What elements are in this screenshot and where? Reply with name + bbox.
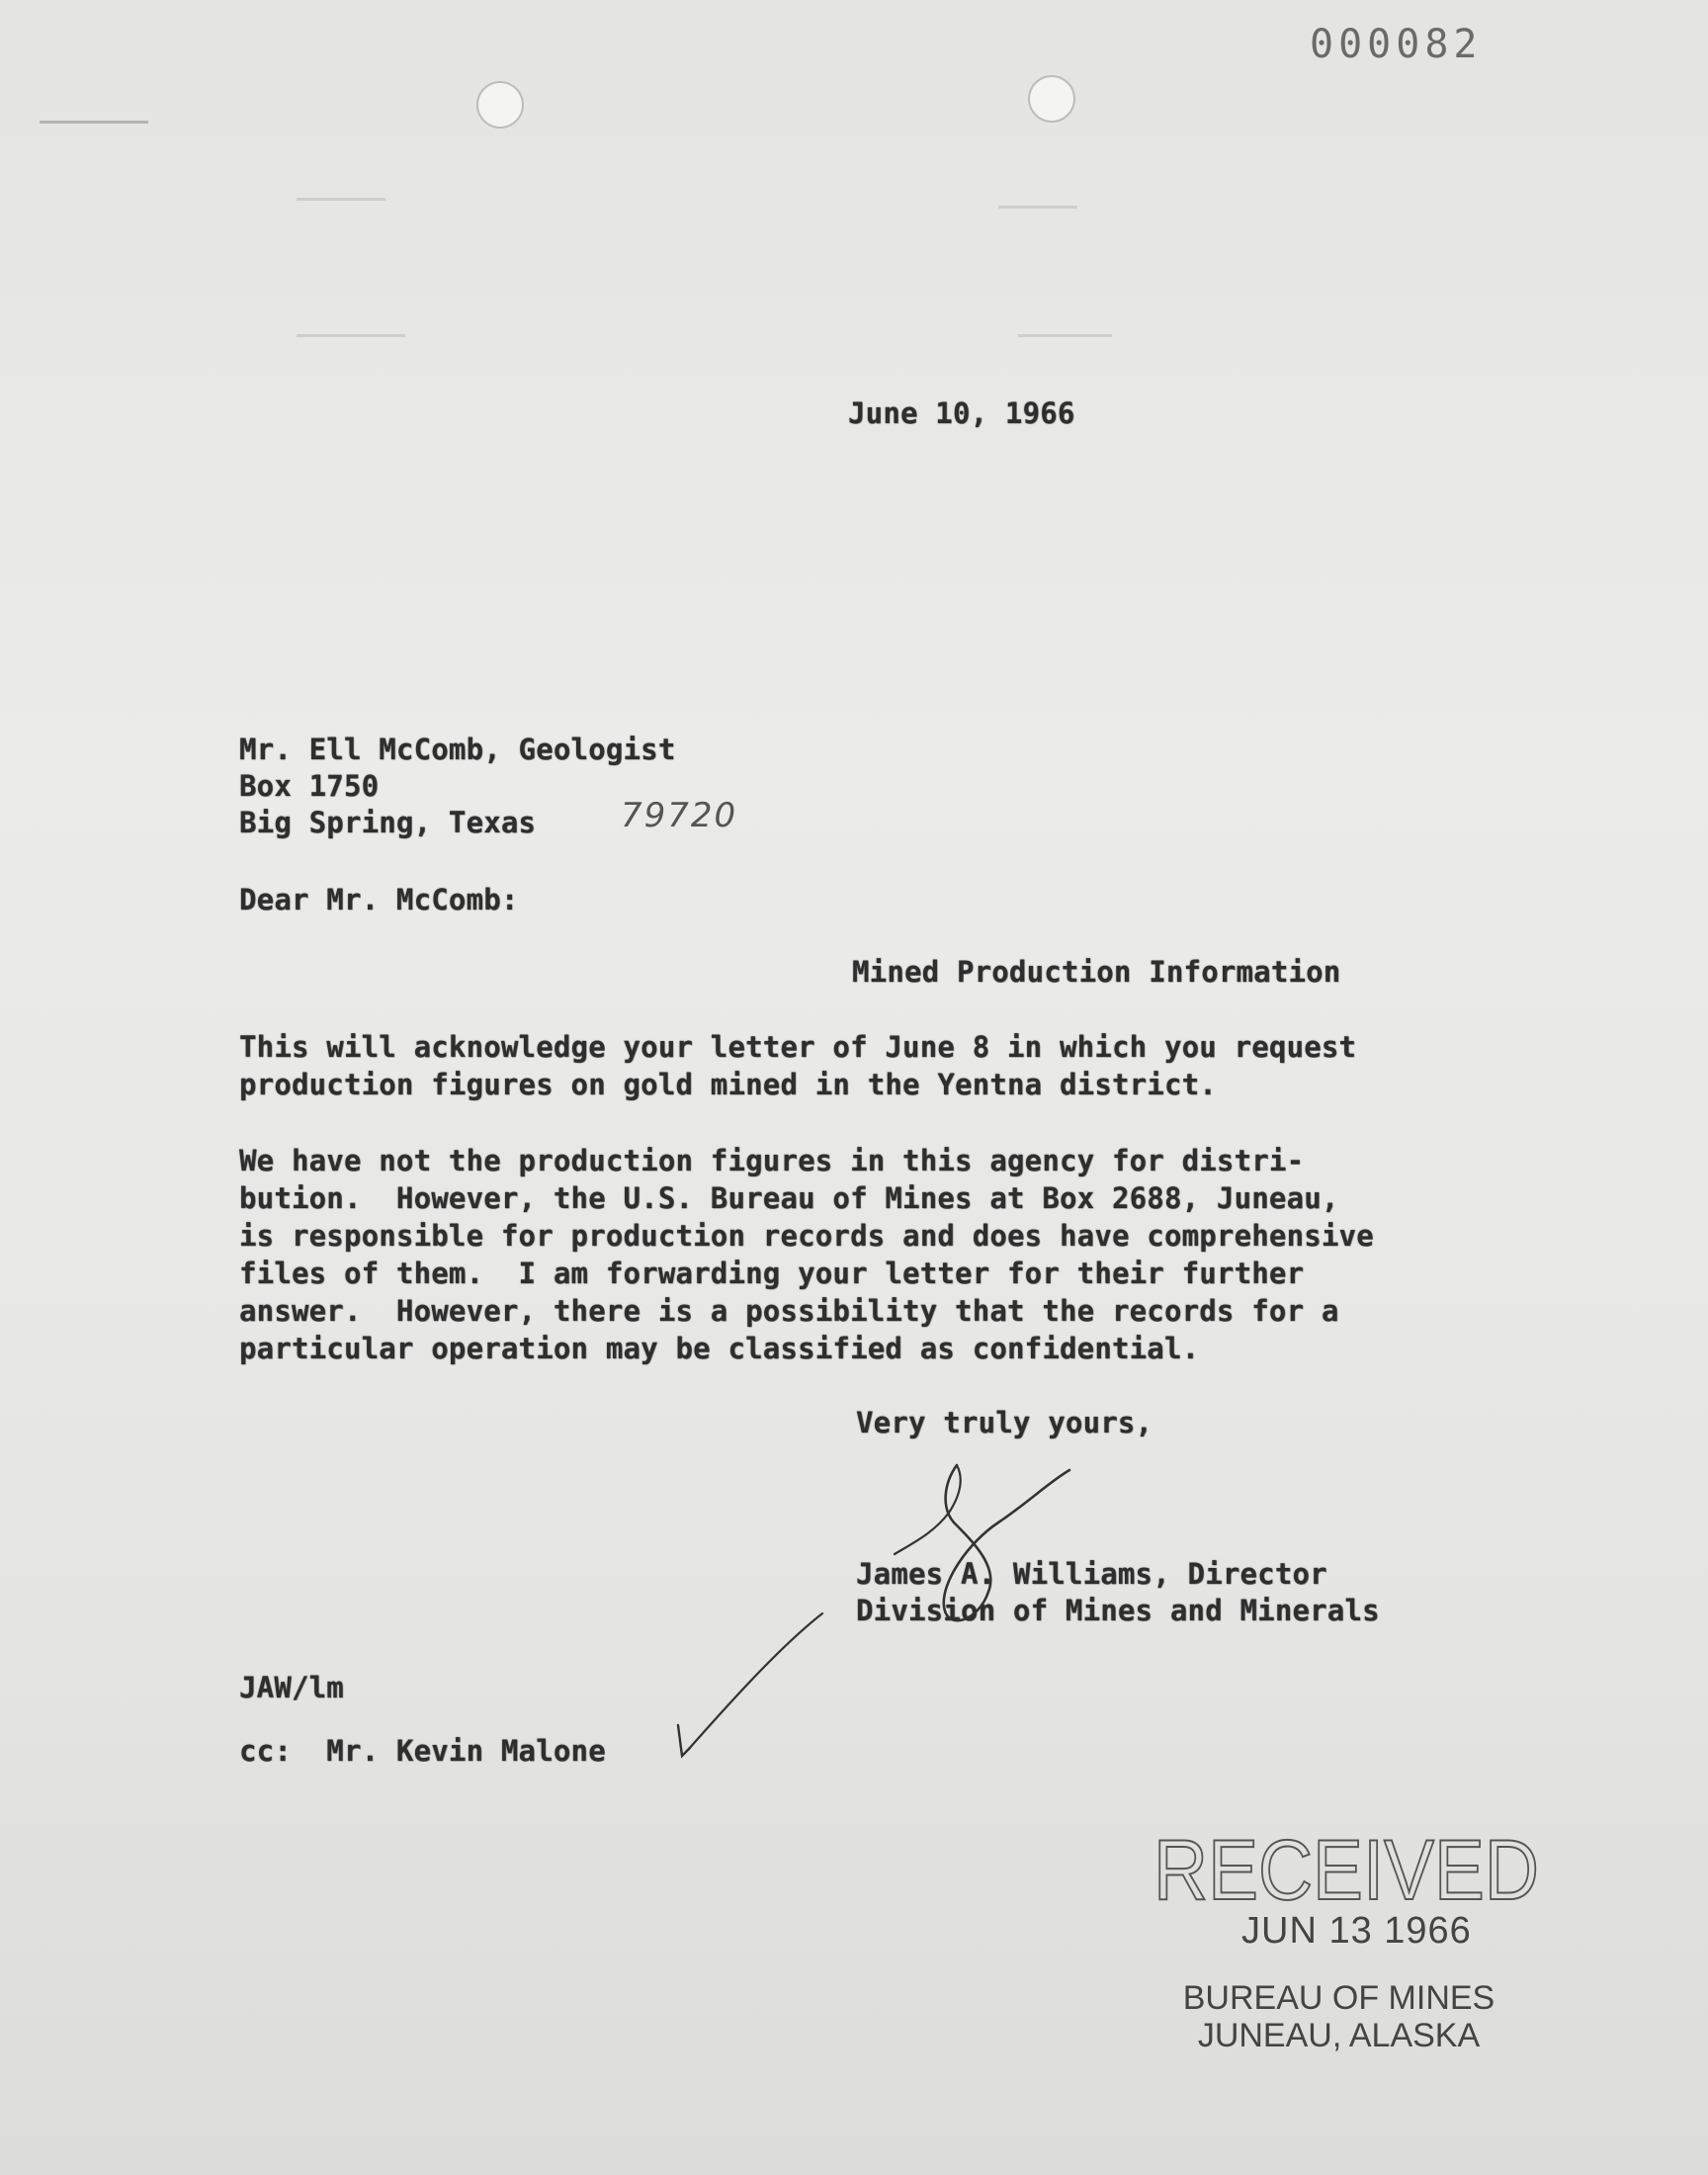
closing: Very truly yours,: [856, 1406, 1153, 1439]
handwritten-zip: 79720: [621, 796, 738, 835]
bleed-mark: [998, 206, 1077, 209]
recipient-line-1: Mr. Ell McComb, Geologist: [239, 733, 676, 766]
punch-hole-left: [476, 81, 524, 129]
bleed-mark: [297, 198, 385, 201]
carbon-copy: cc: Mr. Kevin Malone: [239, 1734, 606, 1768]
subject-line: Mined Production Information: [852, 955, 1341, 989]
letter-date: June 10, 1966: [848, 396, 1075, 430]
paragraph-1-line: production figures on gold mined in the Yentna district.: [239, 1068, 1217, 1101]
paragraph-2-line: bution. However, the U.S. Bureau of Mines at Box 2688, Juneau,: [239, 1181, 1339, 1215]
paragraph-2-line: is responsible for production records and does have comprehensive: [239, 1219, 1374, 1253]
received-stamp-date: JUN 13 1966: [1241, 1910, 1472, 1952]
paragraph-2-line: files of them. I am forwarding your letter for their further: [239, 1257, 1305, 1290]
stamp-org-line-2: JUNEAU, ALASKA: [1197, 2017, 1481, 2054]
document-number: 000082: [1310, 22, 1483, 67]
bleed-mark: [1018, 334, 1112, 337]
signer-name: James A. Williams, Director: [856, 1557, 1327, 1591]
received-stamp-label: RECEIVED: [1153, 1823, 1539, 1918]
signer-title: Division of Mines and Minerals: [856, 1594, 1380, 1627]
stamp-org-line-1: BUREAU OF MINES: [1182, 1979, 1495, 2017]
received-stamp-word: [1149, 1814, 1544, 1918]
typist-initials: JAW/lm: [239, 1671, 344, 1704]
bleed-mark: [40, 121, 148, 124]
recipient-line-2: Box 1750: [239, 769, 380, 803]
salutation: Dear Mr. McComb:: [239, 883, 519, 916]
recipient-line-3: Big Spring, Texas: [239, 806, 537, 839]
paragraph-2-line: particular operation may be classified as confidential.: [239, 1332, 1200, 1365]
received-stamp-org: [1144, 1979, 1534, 2054]
punch-hole-right: [1028, 75, 1075, 123]
paragraph-1-line: This will acknowledge your letter of June 8 in which you request: [239, 1030, 1357, 1064]
paragraph-2-line: We have not the production figures in this agency for distri-: [239, 1144, 1305, 1177]
paragraph-2-line: answer. However, there is a possibility that the records for a: [239, 1294, 1339, 1328]
bleed-mark: [297, 334, 405, 337]
